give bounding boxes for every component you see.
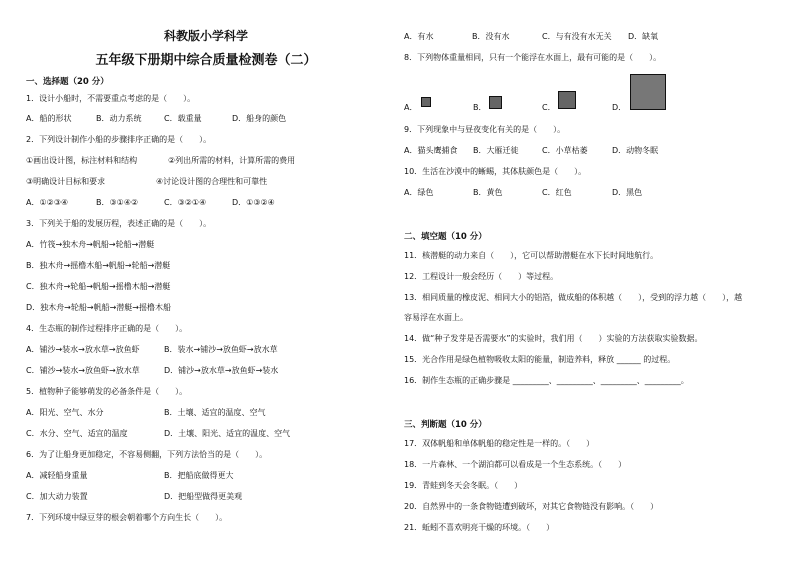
question-2-option-b: B．③①④② [96, 198, 139, 207]
question-5-option-c: C．水分、空气、适宜的温度 [26, 429, 128, 438]
question-20: 20．自然界中的一条食物链遭到破坏，对其它食物链没有影响。（ ） [404, 502, 659, 511]
question-5-option-a: A．阳光、空气、水分 [26, 408, 104, 417]
question-3-option-b: B．独木舟→摇橹木船→帆船→轮船→潜艇 [26, 261, 171, 270]
question-1-option-a: A．船的形状 [26, 114, 72, 123]
question-4-option-c: C．铺沙→装水→放鱼虾→放水草 [26, 366, 140, 375]
question-13: 13．相同质量的橡皮泥、相同大小的铝箔，做成船的体积越（ ），受到的浮力越（ ），越 [404, 293, 743, 302]
section-choice-heading: 一、选择题（20 分） [26, 77, 109, 87]
question-4-option-b: B．装水→铺沙→放鱼虾→放水草 [164, 345, 278, 354]
question-8-option-d: D． [612, 103, 627, 112]
question-6-stem: 6．为了让船身更加稳定，不容易侧翻，下列方法恰当的是（ ）。 [26, 450, 268, 459]
question-5-stem: 5．植物种子能够萌发的必备条件是（ ）。 [26, 387, 188, 396]
question-10-stem: 10．生活在沙漠中的蜥蜴，其体肤颜色是（ ）。 [404, 167, 587, 176]
question-1-stem: 1．设计小船时，不需要重点考虑的是（ ）。 [26, 94, 196, 103]
section-fill-heading: 二、填空题（10 分） [404, 232, 487, 242]
question-6-option-c: C．加大动力装置 [26, 492, 88, 501]
question-7-stem: 7．下列环境中绿豆芽的根会朝着哪个方向生长（ ）。 [26, 513, 228, 522]
question-8-option-b: B． [473, 103, 487, 112]
question-7-option-d: D．缺氧 [628, 32, 659, 41]
question-2-step-3: ③明确设计目标和要求 [26, 177, 106, 186]
question-6-option-a: A．减轻船身重量 [26, 471, 88, 480]
page-subtitle: 五年级下册期中综合质量检测卷（二） [95, 53, 317, 68]
question-6-option-b: B．把船底做得更大 [164, 471, 234, 480]
question-13-continued: 容易浮在水面上。 [404, 313, 468, 322]
medium-small-cube-icon [489, 96, 502, 109]
question-1-option-b: B．动力系统 [96, 114, 142, 123]
question-21: 21．蚯蚓不喜欢明亮干燥的环境。（ ） [404, 523, 555, 532]
question-14: 14．做“种子发芽是否需要水”的实验时，我们用（ ）实验的方法获取实验数据。 [404, 334, 703, 343]
question-2-step-4: ④讨论设计图的合理性和可靠性 [156, 177, 268, 186]
question-6-option-d: D．把船型做得更美观 [164, 492, 243, 501]
question-7-option-b: B．没有水 [472, 32, 510, 41]
question-2-stem: 2．下列设计制作小船的步骤排序正确的是（ ）。 [26, 135, 212, 144]
question-2-step-1: ①画出设计图，标注材料和结构 [26, 156, 138, 165]
question-9-stem: 9．下列现象中与昼夜变化有关的是（ ）。 [404, 125, 566, 134]
question-10-option-c: C．红色 [542, 188, 572, 197]
question-4-option-a: A．铺沙→装水→放水草→放鱼虾 [26, 345, 140, 354]
section-judge-heading: 三、判断题（10 分） [404, 420, 487, 430]
question-2-option-d: D．①③②④ [232, 198, 275, 207]
question-8-option-a: A． [404, 103, 418, 112]
medium-cube-icon [558, 91, 576, 109]
question-9-option-b: B．大雁迁徙 [473, 146, 519, 155]
question-18: 18．一片森林、一个湖泊都可以看成是一个生态系统。（ ） [404, 460, 627, 469]
question-9-option-a: A．猫头鹰捕食 [404, 146, 458, 155]
question-9-option-d: D．动物冬眠 [612, 146, 659, 155]
small-cube-icon [421, 97, 431, 107]
question-11: 11．核潜艇的动力来自（ ），它可以帮助潜艇在水下长时间地航行。 [404, 251, 659, 260]
question-3-option-c: C．独木舟→轮船→帆船→摇橹木船→潜艇 [26, 282, 171, 291]
question-5-option-b: B．土壤、适宜的温度、空气 [164, 408, 266, 417]
question-8-option-c: C． [542, 103, 556, 112]
question-2-option-c: C．③②①④ [164, 198, 207, 207]
page-title: 科教版小学科学 [163, 29, 248, 43]
question-9-option-c: C．小草枯萎 [542, 146, 588, 155]
question-10-option-a: A．绿色 [404, 188, 434, 197]
large-cube-icon [630, 74, 666, 110]
question-7-option-c: C．与有没有水无关 [542, 32, 612, 41]
question-17: 17．双体帆船和单体帆船的稳定性是一样的。（ ） [404, 439, 595, 448]
question-1-option-d: D．船身的颜色 [232, 114, 287, 123]
question-3-stem: 3．下列关于船的发展历程，表述正确的是（ ）。 [26, 219, 212, 228]
question-8-stem: 8．下列物体重量相同，只有一个能浮在水面上，最有可能的是（ ）。 [404, 53, 662, 62]
question-4-stem: 4．生态瓶的制作过程排序正确的是（ ）。 [26, 324, 188, 333]
question-10-option-d: D．黑色 [612, 188, 643, 197]
question-2-step-2: ②列出所需的材料，计算所需的费用 [168, 156, 296, 165]
question-5-option-d: D．土壤、阳光、适宜的温度、空气 [164, 429, 291, 438]
question-2-option-a: A．①②③④ [26, 198, 69, 207]
question-3-option-d: D．独木舟→轮船→帆船→潜艇→摇橹木船 [26, 303, 171, 312]
question-7-option-a: A．有水 [404, 32, 434, 41]
question-16: 16．制作生态瓶的正确步骤是 _________、_________、_________、_________。 [404, 376, 689, 385]
question-10-option-b: B．黄色 [473, 188, 503, 197]
question-4-option-d: D．铺沙→放水草→放鱼虾→装水 [164, 366, 279, 375]
question-3-option-a: A．竹筏→独木舟→帆船→轮船→潜艇 [26, 240, 155, 249]
question-1-option-c: C．载重量 [164, 114, 202, 123]
question-12: 12．工程设计一般会经历（ ）等过程。 [404, 272, 559, 281]
question-15: 15．光合作用是绿色植物吸收太阳的能量，制造养料，释放 ______ 的过程。 [404, 355, 676, 364]
question-19: 19．青蛙到冬天会冬眠。（ ） [404, 481, 523, 490]
